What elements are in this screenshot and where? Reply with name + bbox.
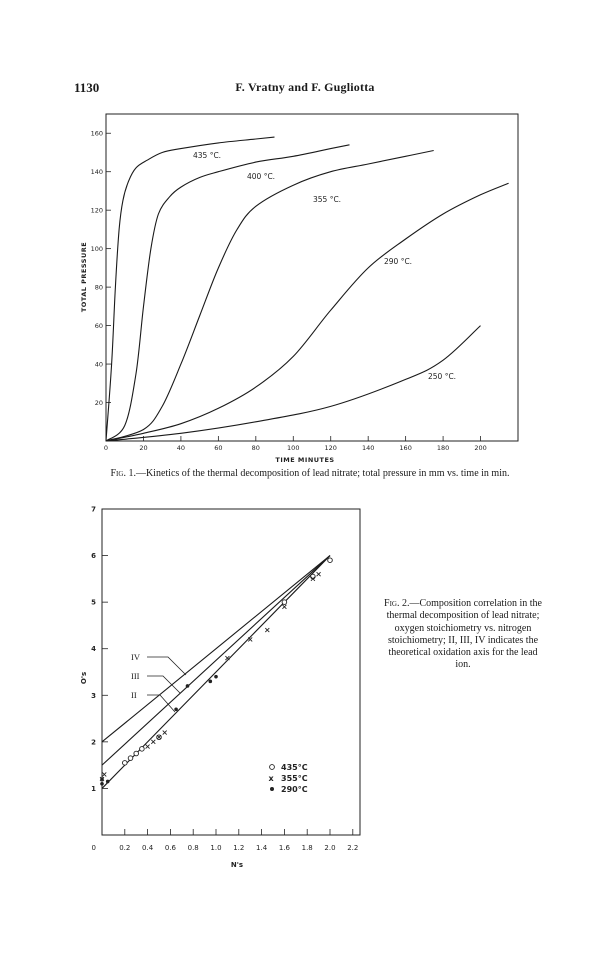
figure1-chart bbox=[80, 114, 518, 464]
figure2-y-tick-label: 3 bbox=[91, 691, 96, 700]
figure2-frame bbox=[102, 509, 360, 835]
legend-label-355: 355°C bbox=[281, 774, 308, 783]
figure1-y-tick-label: 40 bbox=[94, 360, 103, 369]
curve-label-435: 435 °C. bbox=[193, 151, 222, 160]
point-355 bbox=[146, 745, 150, 749]
point-355 bbox=[317, 572, 321, 576]
figure2-x-tick-label: 1.8 bbox=[301, 844, 313, 852]
line-label-IV: IV bbox=[131, 652, 140, 662]
figure1-y-tick-label: 100 bbox=[90, 244, 103, 253]
curve-label-250: 250 °C. bbox=[428, 372, 457, 381]
figure2-x-tick-label: 0.8 bbox=[187, 844, 199, 852]
point-355 bbox=[248, 637, 252, 641]
figure2-caption bbox=[383, 598, 543, 672]
line-label-III-arrow bbox=[147, 676, 180, 693]
point-435 bbox=[128, 756, 133, 761]
figure2-y-tick-label: 6 bbox=[91, 552, 96, 561]
point-435 bbox=[140, 747, 145, 752]
figure2-x-tick-label: 2.0 bbox=[324, 844, 336, 852]
point-290 bbox=[100, 777, 104, 781]
figure2-x-tick-label: 0.2 bbox=[119, 844, 131, 852]
point-290 bbox=[174, 707, 178, 711]
figure2-chart bbox=[80, 506, 360, 870]
page-number: 1130 bbox=[74, 80, 100, 95]
figure2-x-tick-label: 2.2 bbox=[347, 844, 359, 852]
point-355 bbox=[151, 740, 155, 744]
figure1-x-ticks bbox=[104, 436, 487, 452]
figure2-y-axis-label: O's bbox=[80, 671, 88, 685]
figure2-x-tick-label: 1.0 bbox=[210, 844, 222, 852]
legend-marker-dot bbox=[270, 787, 274, 791]
figure1-x-tick-label: 0 bbox=[103, 444, 109, 452]
point-435 bbox=[282, 600, 287, 605]
figure1-caption-text: —Kinetics of the thermal decomposition of lead nitrate; total pressure in mm vs. time in min. bbox=[135, 468, 510, 479]
figure2-x-axis-label: N's bbox=[230, 861, 244, 869]
figure1-caption bbox=[95, 468, 525, 480]
curve-435 bbox=[106, 137, 275, 441]
line-label-IV-arrow bbox=[147, 657, 186, 675]
point-355 bbox=[225, 656, 229, 660]
figure2-y-tick-label: 2 bbox=[91, 738, 96, 747]
point-290 bbox=[214, 675, 218, 679]
figure1-x-tick-label: 60 bbox=[214, 444, 223, 452]
figure1-x-axis-label: TIME MINUTES bbox=[275, 456, 335, 464]
figure2-legend bbox=[269, 763, 308, 794]
line-label-II: II bbox=[131, 690, 137, 700]
legend-marker-circle bbox=[270, 765, 275, 770]
figure1-y-tick-label: 120 bbox=[90, 206, 103, 215]
oxidation-line-IV bbox=[102, 556, 330, 742]
point-355 bbox=[265, 628, 269, 632]
figure1-x-tick-label: 140 bbox=[361, 444, 375, 452]
point-435 bbox=[328, 558, 333, 563]
point-355 bbox=[102, 772, 106, 776]
figure1-y-ticks bbox=[91, 130, 111, 407]
figure2-x-tick-label: 1.2 bbox=[233, 844, 245, 852]
figure1-y-axis-label: TOTAL PRESSURE bbox=[80, 241, 88, 313]
figure1-x-tick-label: 80 bbox=[251, 444, 260, 452]
curve-290 bbox=[106, 183, 509, 441]
legend-label-290: 290°C bbox=[281, 785, 308, 794]
figure2-y-tick-label: 1 bbox=[91, 784, 96, 793]
figure2-caption-label: Fig. 2. bbox=[384, 598, 410, 609]
line-label-III: III bbox=[131, 671, 140, 681]
figure1-y-tick-label: 80 bbox=[94, 283, 103, 292]
curve-label-355: 355 °C. bbox=[313, 195, 342, 204]
figure2-x-tick-label: 0.6 bbox=[164, 844, 176, 852]
figure2-x-ticks bbox=[92, 829, 359, 852]
running-head-authors: F. Vratny and F. Gugliotta bbox=[235, 80, 375, 94]
point-355 bbox=[163, 731, 167, 735]
point-435 bbox=[311, 574, 316, 579]
figure1-x-tick-label: 120 bbox=[324, 444, 337, 452]
figure1-curves bbox=[106, 137, 509, 441]
figure1-x-tick-label: 20 bbox=[139, 444, 148, 452]
point-435 bbox=[134, 751, 139, 756]
curve-label-400: 400 °C. bbox=[247, 172, 276, 181]
figure1-x-tick-label: 100 bbox=[287, 444, 300, 452]
figure2-y-tick-label: 5 bbox=[91, 598, 96, 607]
point-290 bbox=[106, 780, 110, 784]
point-290 bbox=[186, 684, 190, 688]
point-435 bbox=[123, 761, 128, 766]
figure1-x-tick-label: 40 bbox=[176, 444, 186, 452]
figure1-y-tick-label: 160 bbox=[90, 129, 103, 138]
figure2-x-tick-label: 1.6 bbox=[278, 844, 290, 852]
figure2-y-tick-label: 7 bbox=[91, 505, 96, 514]
point-290 bbox=[100, 782, 104, 786]
figure1-y-tick-label: 20 bbox=[94, 398, 103, 407]
curve-label-290: 290 °C. bbox=[384, 257, 413, 266]
figure2-y-ticks bbox=[91, 506, 108, 793]
figure2-x-tick-label: 0 bbox=[91, 844, 96, 852]
figure2-x-tick-label: 0.4 bbox=[142, 844, 154, 852]
figure1-x-tick-label: 180 bbox=[436, 444, 450, 452]
line-label-II-arrow bbox=[147, 695, 175, 712]
legend-marker-cross: x bbox=[268, 774, 274, 783]
figure1-y-tick-label: 140 bbox=[90, 168, 103, 177]
legend-label-435: 435°C bbox=[281, 763, 308, 772]
curve-400 bbox=[106, 145, 350, 441]
figure1-x-tick-label: 160 bbox=[399, 444, 412, 452]
figure1-y-tick-label: 60 bbox=[94, 321, 103, 330]
figure1-caption-label: Fig. 1. bbox=[110, 468, 136, 479]
point-355 bbox=[282, 605, 286, 609]
curve-250 bbox=[106, 326, 481, 441]
figure2-caption-text: —Composition correlation in the thermal decomposition of lead nitrate; oxygen stoichiometry vs. nitrogen stoichiometry; II, III, IV indicates the theoretical oxidation axis for the lead ion. bbox=[386, 598, 542, 671]
curve-355 bbox=[106, 151, 434, 442]
figure1-x-tick-label: 200 bbox=[474, 444, 487, 452]
figure2-x-tick-label: 1.4 bbox=[256, 844, 268, 852]
point-290 bbox=[209, 680, 213, 684]
figure2-y-tick-label: 4 bbox=[91, 645, 96, 654]
figure1-frame bbox=[106, 114, 518, 441]
